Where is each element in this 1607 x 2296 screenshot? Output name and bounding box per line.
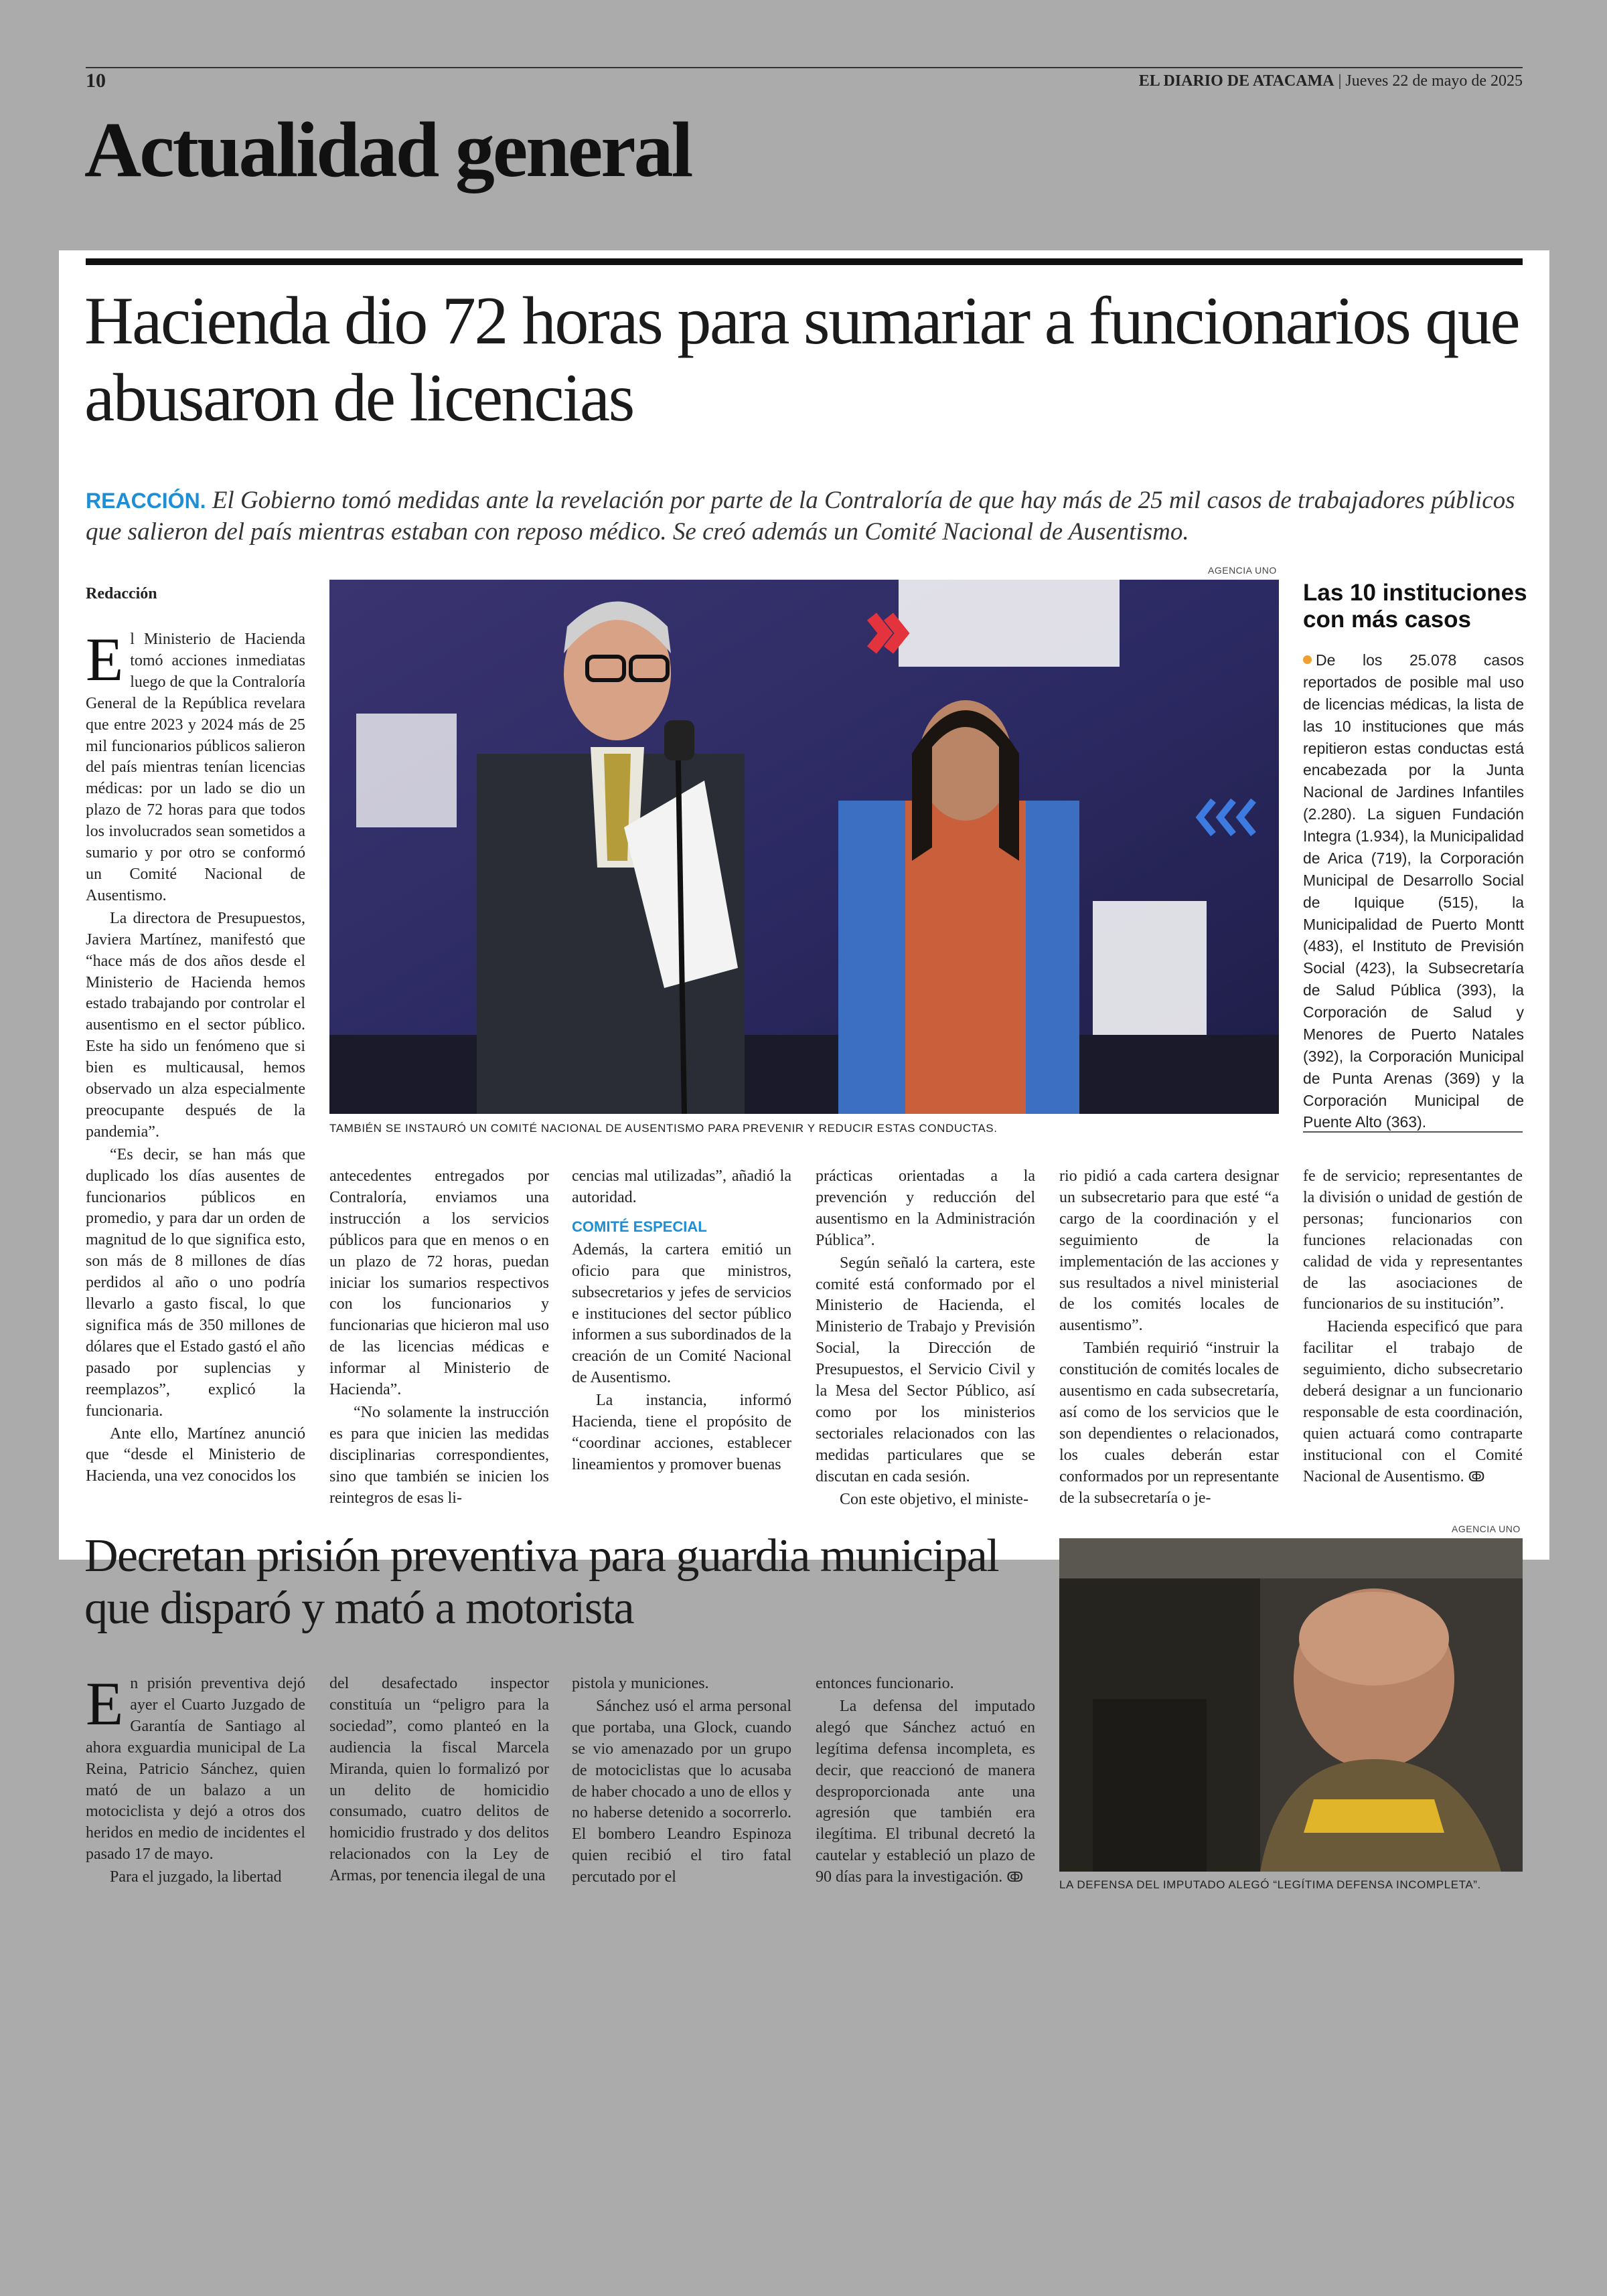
courtroom-illustration: [1059, 1538, 1523, 1872]
article-column-4: [816, 1166, 1035, 1512]
paragraph-text: n prisión preventiva dejó ayer el Cuarto Juzgado de Garantía de Santiago al ahora exguardia municipal de La Reina, Patricio Sánchez, quien mató de un balazo a un motociclista y dejó a otros dos heridos en medio de incidentes el pasado 17 de mayo.: [86, 1675, 305, 1864]
paper-dateline: [1139, 72, 1523, 90]
article2-column-2: [329, 1673, 549, 1888]
paragraph: fe de servicio; representantes de la división o unidad de gestión de personas; funcionarios con funciones relacionadas con calidad de vida y representantes de las asociaciones de funcionarios de su institución”.: [1303, 1167, 1523, 1313]
drop-cap: E: [86, 625, 124, 693]
byline: Redacción: [86, 585, 157, 602]
paragraph: La directora de Presupuestos, Javiera Martínez, manifestó que “hace más de dos años desde el Ministerio de Hacienda hemos estado trabajando por controlar el ausentismo en el sector público. Este ha sido un fenómeno que si bien es multicausal, hemos observado un alza especialmente preocupante después de la pandemia”.: [86, 909, 305, 1141]
paragraph: antecedentes entregados por Contraloría, enviamos una instrucción a los servicios públicos para que en menos o en un plazo de 72 horas, puedan iniciar los sumarios respectivos con los funcionarios y funcionarias que hicieron mal uso de las licencias médicas e informar al Ministerio de Hacienda”.: [329, 1167, 549, 1399]
article-lede: [86, 485, 1525, 548]
paragraph: “No solamente la instrucción es para que inicien las medidas disciplinarias correspondientes, sino que también se inicien los reintegros de esas li-: [329, 1403, 549, 1507]
press-conference-illustration: [329, 580, 1279, 1114]
paragraph: [816, 1696, 1035, 1888]
paragraph: entonces funcionario.: [816, 1675, 954, 1692]
end-mark-icon: ↂ: [1468, 1468, 1485, 1485]
paragraph: pistola y municiones.: [572, 1675, 709, 1692]
paragraph: Para el juzgado, la libertad: [110, 1868, 282, 1886]
section-title: Actualidad general: [84, 106, 692, 193]
photo-credit: AGENCIA UNO: [1208, 565, 1277, 576]
article-column-3: [572, 1166, 791, 1477]
paragraph: “Es decir, se han más que duplicado los días ausentes de funcionarios públicos en promedio, y para dar un orden de magnitud de lo que significa esto, son más de 8 millones de días perdidos al año o uno podría llevarlo a gasto fiscal, lo que significa más de 350 millones de dólares que el Estado gastó el año pasado por suplencias y reemplazos”, explicó la funcionaria.: [86, 1145, 305, 1420]
bullet-icon: [1303, 655, 1312, 664]
paragraph: cencias mal utilizadas”, añadió la autoridad.: [572, 1167, 791, 1206]
article-column-5: [1059, 1166, 1279, 1511]
article2-column-1: [86, 1669, 305, 1890]
page-number: 10: [86, 70, 106, 92]
subhead: COMITÉ ESPECIAL: [572, 1218, 707, 1235]
paragraph: prácticas orientadas a la prevención y reducción del ausentismo en la Administración Pública”.: [816, 1167, 1035, 1249]
article-column-1: [86, 625, 305, 1489]
courtroom-photo: [1059, 1538, 1523, 1872]
issue-date: | Jueves 22 de mayo de 2025: [1338, 72, 1523, 90]
paragraph: rio pidió a cada cartera designar un subsecretario para que esté “a cargo de la coordinación y el seguimiento de la implementación de las acciones y sus resultados a nivel ministerial de los comités locales de ausentismo”.: [1059, 1167, 1279, 1335]
header-rule: [86, 67, 1523, 68]
paragraph-text: Hacienda especificó que para facilitar el trabajo de seguimiento, dicho subsecretario deberá designar a un funcionario responsable de esta coordinación, quien actuará como contraparte institucional con el Comité Nacional de Ausentismo.: [1303, 1318, 1523, 1485]
article-headline: Hacienda dio 72 horas para sumariar a funcionarios que abusaron de licencias: [84, 283, 1519, 436]
paragraph-text: La defensa del imputado alegó que Sánchez actuó en legítima defensa incompleta, es decir, que reaccionó de manera desproporcionada ante una agresión que también era ilegítima. El tribunal decretó la cautelar y estableció un plazo de 90 días para la investigación.: [816, 1697, 1035, 1886]
drop-cap: E: [86, 1669, 124, 1738]
end-mark-icon: ↂ: [1006, 1869, 1024, 1886]
article-column-2: [329, 1166, 549, 1511]
paragraph: La instancia, informó Hacienda, tiene el propósito de “coordinar acciones, establecer lineamientos y promover buenas: [572, 1392, 791, 1473]
article-column-6: [1303, 1166, 1523, 1489]
article2-column-3: [572, 1673, 791, 1890]
paragraph-text: l Ministerio de Hacienda tomó acciones inmediatas luego de que la Contraloría General de la República revelara que entre 2023 y 2024 más de 25 mil funcionarios públicos salieron del país mientras tenían licencias médicas: por un lado se dio un plazo de 72 horas para que todos los involucrados sean sometidos a sumario y por otro se conformó un Comité Nacional de Ausentismo.: [86, 631, 305, 904]
paragraph: [86, 625, 305, 907]
paragraph: Según señaló la cartera, este comité está conformado por el Ministerio de Hacienda, el Ministerio de Trabajo y Previsión Social, la Dirección de Presupuestos, el Servicio Civil y la Mesa del Sector Público, así como por los ministerios sectoriales relacionados con las medidas particulares que se discutan en cada sesión.: [816, 1254, 1035, 1485]
paragraph: del desafectado inspector constituía un “peligro para la sociedad”, como planteó en la audiencia la fiscal Marcela Miranda, quien lo formalizó por un delito de homicidio consumado, cuatro delitos de homicidio frustrado y dos delitos relacionados con la Ley de Armas, por tenencia ilegal de una: [329, 1675, 549, 1885]
photo-caption: TAMBIÉN SE INSTAURÓ UN COMITÉ NACIONAL DE AUSENTISMO PARA PREVENIR Y REDUCIR ESTAS CONDUCTAS.: [329, 1122, 998, 1135]
lede-text: El Gobierno tomó medidas ante la revelación por parte de la Contraloría de que hay más de 25 mil casos de trabajadores públicos que salieron del país mientras estaban con reposo médico. Se creó además un Comité Nacional de Ausentismo.: [86, 487, 1515, 546]
press-conference-photo: [329, 580, 1279, 1114]
paragraph: [1303, 1317, 1523, 1487]
photo2-caption: LA DEFENSA DEL IMPUTADO ALEGÓ “LEGÍTIMA DEFENSA INCOMPLETA”.: [1059, 1878, 1481, 1891]
sidebar-rule: [1303, 1131, 1523, 1133]
paragraph: También requirió “instruir la constitución de comités locales de ausentismo en cada subsecretaría, así como de los servicios que le son dependientes o relacionados, los cuales deberán estar conformados por un representante de la subsecretaría o je-: [1059, 1339, 1279, 1507]
paragraph: [86, 1669, 305, 1866]
paragraph: Con este objetivo, el ministe-: [840, 1490, 1028, 1508]
paragraph: Además, la cartera emitió un oficio para que ministros, subsecretarios y jefes de servicios e instituciones del sector público informen a sus subordinados de la creación de un Comité Nacional de Ausentismo.: [572, 1240, 791, 1387]
headline-rule: [86, 258, 1523, 265]
paper-name: EL DIARIO DE ATACAMA: [1138, 72, 1334, 90]
photo2-credit: AGENCIA UNO: [1452, 1524, 1521, 1534]
sidebar-text: De los 25.078 casos reportados de posible mal uso de licencias médicas, la lista de las 10 instituciones que más repitieron estas conductas está encabezada por la Junta Nacional de Jardines Infantiles (2.280). La siguen Fundación Integra (1.934), la Municipalidad de Arica (719), la Corporación Municipal de Desarrollo Social de Iquique (515), la Municipalidad de Puerto Montt (483), el Instituto de Previsión Social (423), la Subsecretaría de Salud Pública (393), la Corporación de Salud y Menores de Puerto Natales (392), la Corporación Municipal de Punta Arenas (369) y la Corporación Municipal de Puente Alto (363).: [1303, 651, 1524, 1131]
paragraph: Sánchez usó el arma personal que portaba, una Glock, cuando se vio amenazado por un grupo de motociclistas que lo acusaba de haber chocado a uno de ellos y no haberse detenido a socorrerlo. El bombero Leandro Espinoza quien recibió el tiro fatal percutado por el: [572, 1697, 791, 1886]
sidebar-body: [1303, 649, 1524, 1133]
lede-kicker: REACCIÓN.: [86, 489, 206, 513]
article2-column-4: [816, 1673, 1035, 1890]
article2-headline: Decretan prisión preventiva para guardia municipal que disparó y mató a motorista: [84, 1530, 999, 1635]
paragraph: Ante ello, Martínez anunció que “desde el Ministerio de Hacienda, una vez conocidos los: [86, 1424, 305, 1485]
sidebar-title: Las 10 instituciones con más casos: [1303, 580, 1527, 633]
